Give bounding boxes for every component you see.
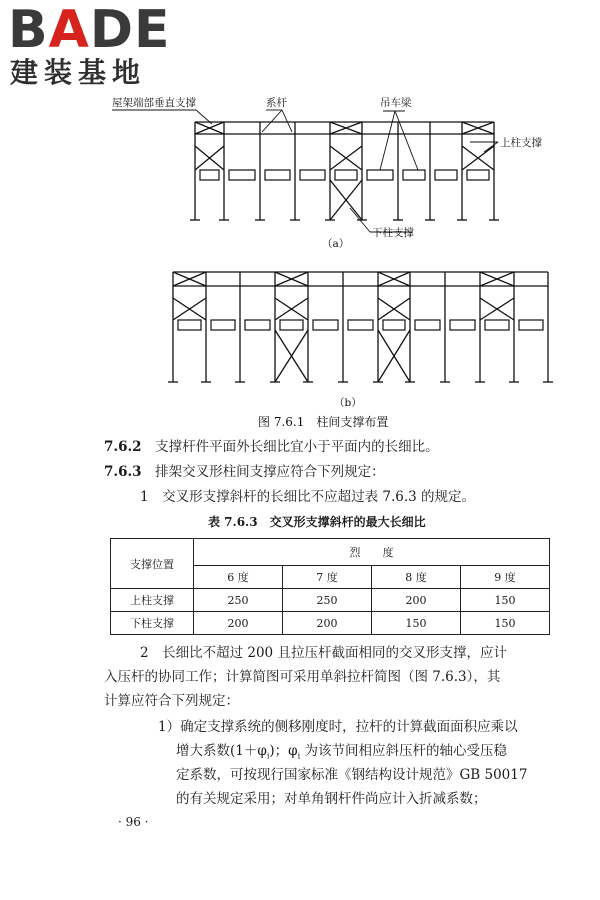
page-number: · 96 · xyxy=(118,815,149,829)
subfigure-a-label: （a） xyxy=(322,238,350,250)
subitem-1-line-1: 1）确定支撑系统的侧移刚度时，拉杆的计算截面面积应乘以 xyxy=(158,719,518,735)
clause-7-6-2: 7.6.2 支撑杆件平面外长细比宜小于平面内的长细比。 xyxy=(104,439,439,455)
bracing-layout-figure xyxy=(0,0,600,440)
crane-beam xyxy=(229,170,255,180)
table-row: 上柱支撑 250 250 200 150 xyxy=(111,589,550,612)
item-2-line-2: 入压杆的协同工作；计算简图可采用单斜拉杆简图（图 7.6.3），其 xyxy=(104,669,501,685)
item-2-line-1: 2 长细比不超过 200 且拉压杆截面相同的交叉形支撑，应计 xyxy=(140,645,507,661)
logo-wordmark: BADE xyxy=(8,0,171,60)
table-degree: 8 度 xyxy=(372,566,461,589)
crane-beam xyxy=(367,170,393,180)
slenderness-table xyxy=(110,538,550,635)
logo-subtitle: 建装基地 xyxy=(10,56,147,89)
item-1: 1 交叉形支撑斜杆的长细比不应超过表 7.6.3 的规定。 xyxy=(140,489,476,505)
table-col-header: 支撑位置 xyxy=(111,539,194,589)
crane-beam xyxy=(265,170,290,180)
crane-beam xyxy=(415,320,440,330)
table-degree: 6 度 xyxy=(194,566,283,589)
crane-beam xyxy=(313,320,338,330)
label-lower-bracing: 下柱支撑 xyxy=(372,227,414,239)
table-title: 表 7.6.3 交叉形支撑斜杆的最大长细比 xyxy=(208,515,426,529)
crane-beam xyxy=(245,320,270,330)
clause-7-6-3: 7.6.3 排架交叉形柱间支撑应符合下列规定： xyxy=(104,464,385,480)
table-degree: 9 度 xyxy=(461,566,550,589)
label-upper-bracing: 上柱支撑 xyxy=(500,137,542,149)
subitem-1-line-3: 定系数，可按现行国家标准《钢结构设计规范》GB 50017 xyxy=(176,767,528,783)
crane-beam xyxy=(519,320,543,330)
subfigure-b-label: （b） xyxy=(334,397,362,409)
subitem-1-line-2: 增大系数$(1+\varphi_i)$；$\varphi_i$ 为该节间相应斜压杆的轴心受压稳 xyxy=(176,743,507,761)
crane-beam xyxy=(467,170,489,180)
crane-beam xyxy=(383,320,405,330)
crane-beam xyxy=(178,320,201,330)
table-group-header: 烈 度 xyxy=(194,539,550,566)
table-row: 下柱支撑 200 200 150 150 xyxy=(111,612,550,635)
crane-beam xyxy=(300,170,325,180)
frame-diagram-a xyxy=(190,122,499,220)
label-tie-bar: 系杆 xyxy=(266,97,287,109)
crane-beam xyxy=(335,170,357,180)
crane-beam xyxy=(211,320,235,330)
crane-beam xyxy=(435,170,457,180)
frame-diagram-b xyxy=(168,272,553,382)
crane-beam xyxy=(403,170,425,180)
crane-beam xyxy=(200,170,219,180)
crane-beam xyxy=(348,320,373,330)
subitem-1-line-4: 的有关规定采用；对单角钢杆件尚应计入折减系数； xyxy=(176,791,487,807)
item-2-line-3: 计算应符合下列规定： xyxy=(104,693,239,709)
figure-caption: 图 7.6.1 柱间支撑布置 xyxy=(258,415,389,429)
label-crane-beam: 吊车梁 xyxy=(380,97,412,109)
table-degree: 7 度 xyxy=(283,566,372,589)
crane-beam xyxy=(450,320,475,330)
crane-beam xyxy=(280,320,303,330)
label-roof-bracing: 屋架端部垂直支撑 xyxy=(112,97,196,109)
logo-accent-letter: A xyxy=(48,0,90,60)
crane-beam xyxy=(485,320,509,330)
